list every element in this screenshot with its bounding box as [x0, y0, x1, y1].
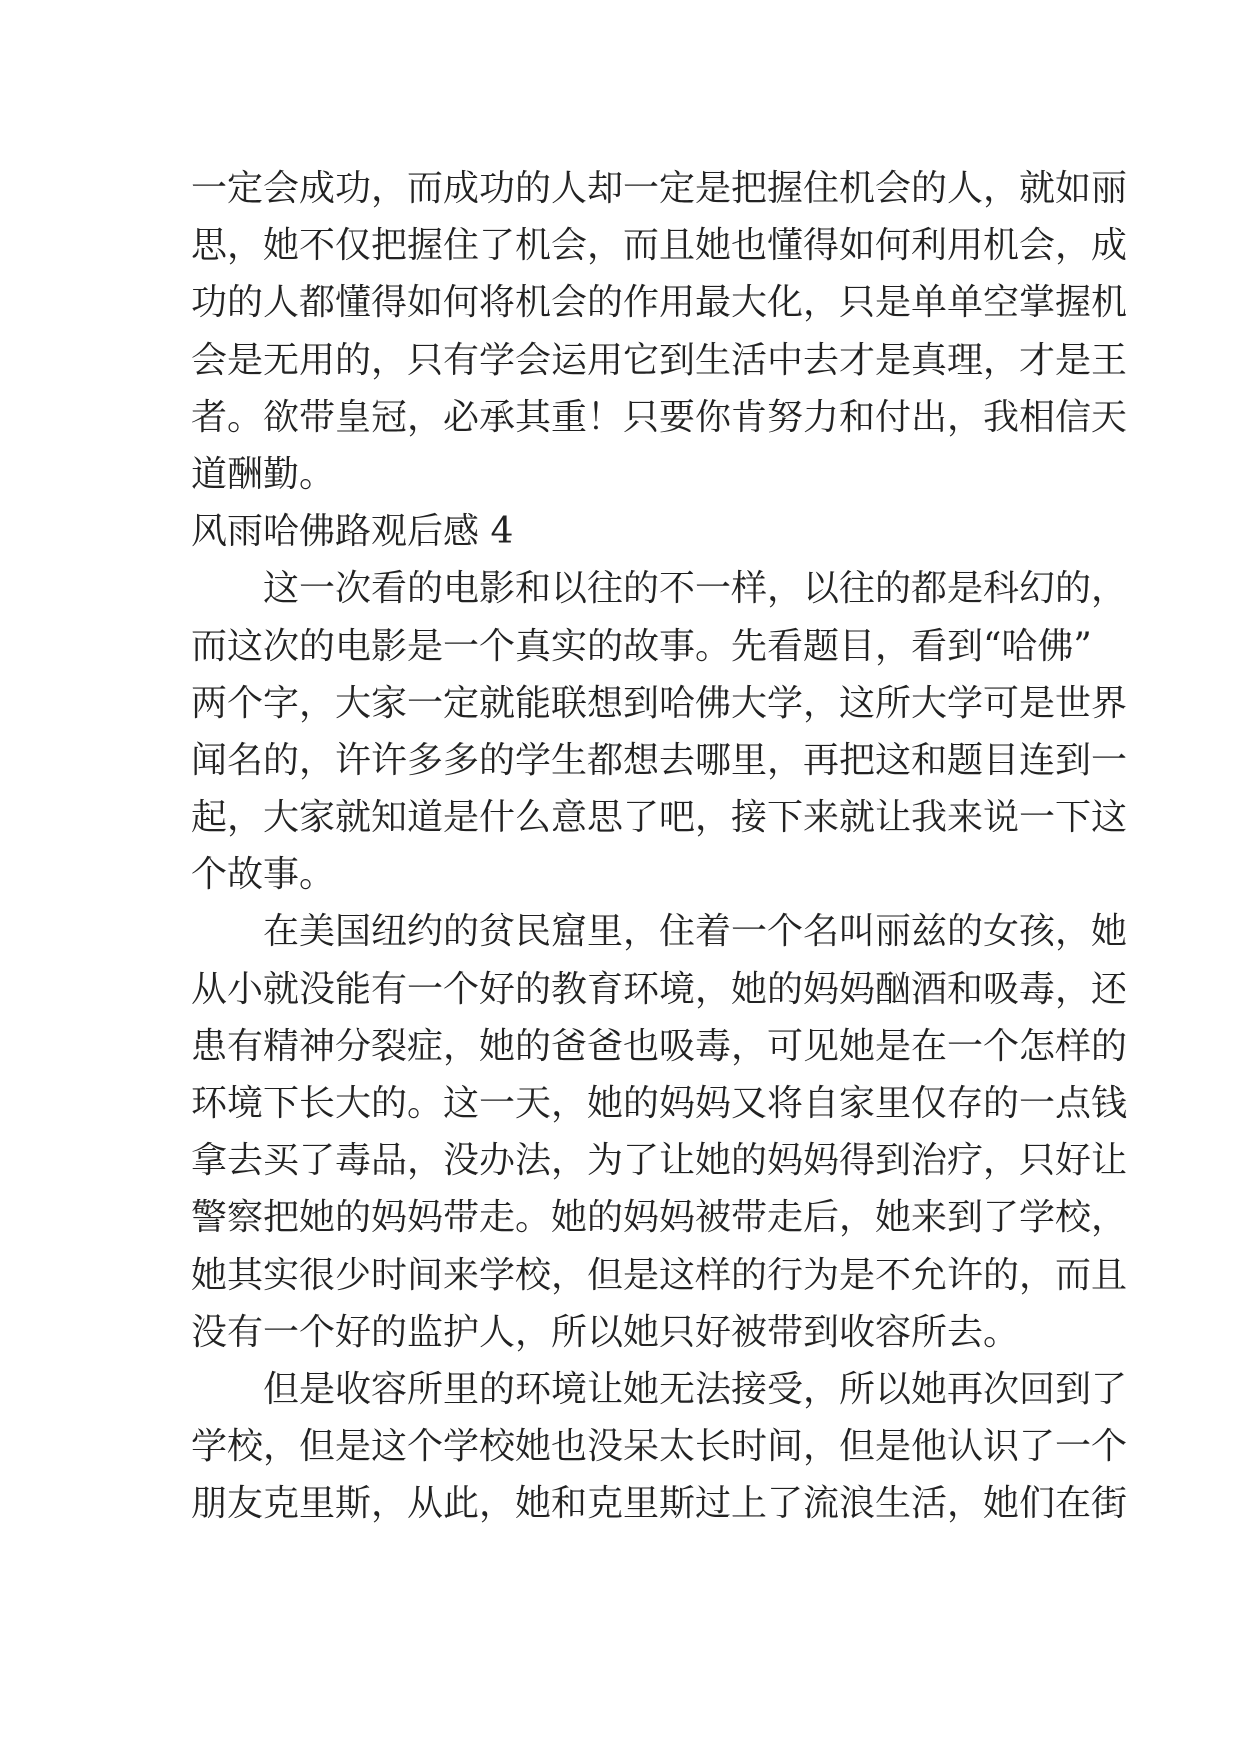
paragraph-2-line: 两个字，大家一定就能联想到哈佛大学，这所大学可是世界 — [191, 682, 1128, 724]
paragraph-3-line: 警察把她的妈妈带走。她的妈妈被带走后，她来到了学校， — [191, 1197, 1128, 1239]
paragraph-2-line: 闻名的，许许多多的学生都想去哪里，再把这和题目连到一 — [191, 739, 1128, 781]
paragraph-3-line: 患有精神分裂症，她的爸爸也吸毒，可见她是在一个怎样的 — [191, 1025, 1128, 1067]
paragraph-1-line: 道酬勤。 — [191, 453, 336, 495]
section-heading: 风雨哈佛路观后感 4 — [191, 511, 514, 553]
paragraph-3-line: 她其实很少时间来学校，但是这样的行为是不允许的，而且 — [191, 1254, 1128, 1296]
paragraph-3-line: 拿去买了毒品，没办法，为了让她的妈妈得到治疗，只好让 — [191, 1140, 1128, 1182]
paragraph-2-line: 起，大家就知道是什么意思了吧，接下来就让我来说一下这 — [191, 797, 1128, 839]
paragraph-2-line: 而这次的电影是一个真实的故事。先看题目，看到“哈佛” — [191, 625, 1092, 667]
paragraph-2-line: 这一次看的电影和以往的不一样，以往的都是科幻的， — [263, 568, 1128, 610]
paragraph-1-line: 功的人都懂得如何将机会的作用最大化，只是单单空掌握机 — [191, 282, 1128, 324]
paragraph-1-line: 者。欲带皇冠，必承其重！只要你肯努力和付出，我相信天 — [191, 396, 1128, 438]
paragraph-1-line: 思，她不仅把握住了机会，而且她也懂得如何利用机会，成 — [191, 225, 1128, 267]
paragraph-3-line: 在美国纽约的贫民窟里，住着一个名叫丽兹的女孩，她 — [263, 911, 1128, 953]
paragraph-1-line: 一定会成功，而成功的人却一定是把握住机会的人，就如丽 — [191, 168, 1128, 209]
document-body — [191, 160, 1128, 1533]
paragraph-4-line: 但是收容所里的环境让她无法接受，所以她再次回到了 — [263, 1368, 1128, 1410]
paragraph-3-line: 没有一个好的监护人，所以她只好被带到收容所去。 — [191, 1311, 1020, 1353]
paragraph-4-line: 朋友克里斯，从此，她和克里斯过上了流浪生活，她们在街 — [191, 1483, 1128, 1525]
paragraph-4-line: 学校，但是这个学校她也没呆太长时间，但是他认识了一个 — [191, 1426, 1128, 1468]
paragraph-2-line: 个故事。 — [191, 854, 336, 896]
paragraph-3-line: 从小就没能有一个好的教育环境，她的妈妈酗酒和吸毒，还 — [191, 968, 1128, 1010]
paragraph-3-line: 环境下长大的。这一天，她的妈妈又将自家里仅存的一点钱 — [191, 1083, 1128, 1124]
paragraph-1-line: 会是无用的，只有学会运用它到生活中去才是真理，才是王 — [191, 339, 1128, 381]
